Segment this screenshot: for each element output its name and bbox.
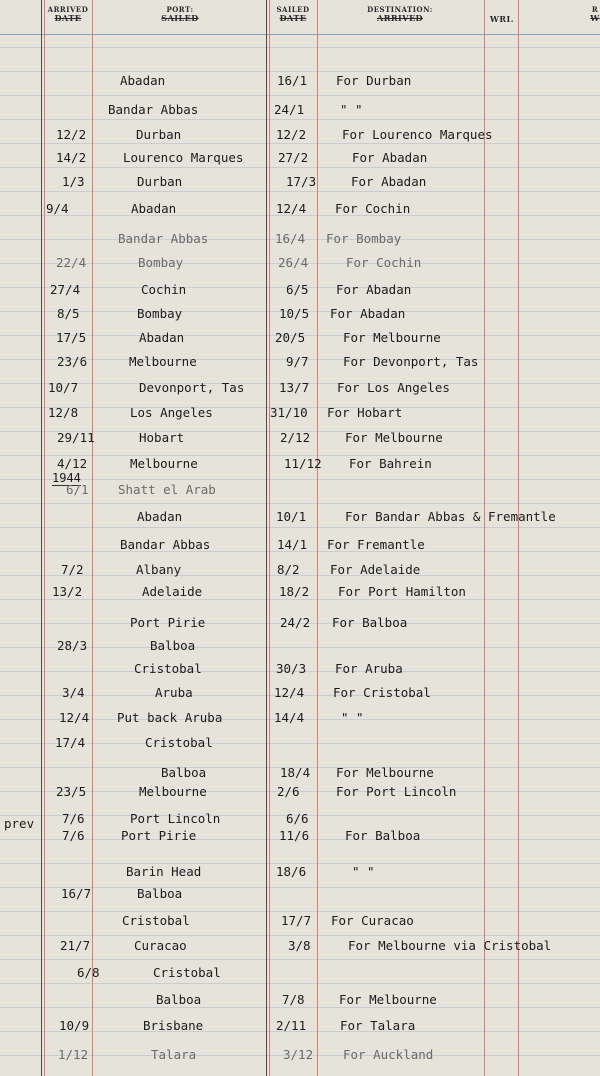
destination: For Cochin (346, 255, 422, 270)
port-name: Adelaide (142, 584, 203, 599)
arrived-date: 22/4 (56, 255, 87, 270)
header-wri: WRI. (489, 14, 515, 24)
port-name: Curacao (134, 938, 187, 953)
arrived-date: 29/11 (57, 430, 95, 445)
sailed-date: 3/8 (288, 938, 311, 953)
port-name: Abadan (131, 201, 177, 216)
port-name: Brisbane (143, 1018, 204, 1033)
arrived-date: 27/4 (50, 282, 81, 297)
port-name: Port Pirie (121, 828, 197, 843)
port-name: Balboa (156, 992, 202, 1007)
destination: For Fremantle (327, 537, 425, 552)
arrived-date: 4/12 (57, 456, 88, 471)
port-name: Cochin (141, 282, 187, 297)
sailed-date: 10/1 (276, 509, 307, 524)
port-name: Melbourne (139, 784, 207, 799)
destination: For Melbourne (336, 765, 434, 780)
destination: For Adelaide (330, 562, 421, 577)
sailed-date: 26/4 (278, 255, 309, 270)
header-destination-top: DESTINATION: (367, 5, 433, 14)
column-rule (518, 0, 519, 1076)
destination: For Port Hamilton (338, 584, 466, 599)
arrived-date: 1/12 (58, 1047, 89, 1062)
sailed-date: 14/1 (277, 537, 308, 552)
port-name: Abadan (139, 330, 185, 345)
arrived-date: 7/6 (62, 811, 85, 826)
sailed-date: 12/2 (276, 127, 307, 142)
sailed-date: 12/4 (274, 685, 305, 700)
header-arrived-bottom: DATE (54, 13, 82, 23)
destination: For Balboa (332, 615, 408, 630)
destination: For Port Lincoln (336, 784, 457, 799)
destination: For Bandar Abbas & Fremantle (345, 509, 556, 524)
port-name: Abadan (120, 73, 166, 88)
arrived-date: 12/4 (59, 710, 90, 725)
header-port-bottom: SAILED (161, 13, 199, 23)
destination: For Abadan (352, 150, 428, 165)
destination: For Talara (340, 1018, 416, 1033)
sailed-date: 14/4 (274, 710, 305, 725)
arrived-date: 10/9 (59, 1018, 90, 1033)
header-sailed-bottom: DATE (279, 13, 307, 23)
port-name: Port Lincoln (130, 811, 221, 826)
port-name: Los Angeles (130, 405, 213, 420)
header-destination-bottom: ARRIVED (377, 13, 423, 23)
destination: For Lourenco Marques (342, 127, 493, 142)
port-name: Bandar Abbas (118, 231, 209, 246)
sailed-date: 11/6 (279, 828, 310, 843)
sailed-date: 3/12 (283, 1047, 314, 1062)
port-name: Lourenco Marques (123, 150, 244, 165)
sailed-date: 13/7 (279, 380, 310, 395)
port-name: Cristobal (153, 965, 221, 980)
sailed-date: 18/4 (280, 765, 311, 780)
arrived-date: 7/6 (62, 828, 85, 843)
sailed-date: 31/10 (270, 405, 308, 420)
port-name: Hobart (139, 430, 185, 445)
column-rule (44, 0, 45, 1076)
port-name: Devonport, Tas (139, 380, 245, 395)
port-name: Aruba (155, 685, 193, 700)
header-edge-top: R (591, 5, 599, 14)
destination: For Melbourne via Cristobal (348, 938, 552, 953)
arrived-date: 17/5 (56, 330, 87, 345)
destination: For Cochin (335, 201, 411, 216)
destination: " " (352, 864, 375, 879)
sailed-date: 16/4 (275, 231, 306, 246)
port-name: Abadan (137, 509, 183, 524)
sailed-date: 7/8 (282, 992, 305, 1007)
destination: For Melbourne (345, 430, 443, 445)
destination: For Cristobal (333, 685, 431, 700)
arrived-date: 6/1 (66, 482, 89, 497)
destination: For Curacao (331, 913, 414, 928)
sailed-date: 6/5 (286, 282, 309, 297)
arrived-date: 12/8 (48, 405, 79, 420)
port-name: Albany (136, 562, 182, 577)
header-port (120, 6, 240, 22)
port-name: Durban (136, 127, 182, 142)
port-name: Cristobal (134, 661, 202, 676)
column-rule (266, 0, 267, 1076)
sailed-date: 17/3 (286, 174, 317, 189)
sailed-date: 6/6 (286, 811, 309, 826)
sailed-date: 27/2 (278, 150, 309, 165)
destination: For Los Angeles (337, 380, 450, 395)
arrived-date: 3/4 (62, 685, 85, 700)
column-rule (92, 0, 93, 1076)
port-name: Bandar Abbas (120, 537, 211, 552)
arrived-date: 14/2 (56, 150, 87, 165)
destination: For Durban (336, 73, 412, 88)
sailed-date: 10/5 (279, 306, 310, 321)
destination: For Hobart (327, 405, 403, 420)
sailed-date: 30/3 (276, 661, 307, 676)
port-name: Melbourne (130, 456, 198, 471)
header-arrived (44, 6, 92, 22)
arrived-date: 23/5 (56, 784, 87, 799)
destination: For Bahrein (349, 456, 432, 471)
arrived-date: 8/5 (57, 306, 80, 321)
header-destination (340, 6, 460, 22)
port-name: Balboa (161, 765, 207, 780)
arrived-date: 23/6 (57, 354, 88, 369)
arrived-date: 17/4 (55, 735, 86, 750)
destination: For Abadan (330, 306, 406, 321)
sailed-date: 9/7 (286, 354, 309, 369)
port-name: Shatt el Arab (118, 482, 216, 497)
header-edge (590, 6, 600, 22)
destination: " " (341, 710, 364, 725)
sailed-date: 8/2 (277, 562, 300, 577)
port-name: Durban (137, 174, 183, 189)
destination: For Abadan (336, 282, 412, 297)
column-rule (41, 0, 42, 1076)
destination: For Aruba (335, 661, 403, 676)
destination: For Balboa (345, 828, 421, 843)
port-name: Put back Aruba (117, 710, 223, 725)
sailed-date: 24/2 (280, 615, 311, 630)
arrived-date: 9/4 (46, 201, 69, 216)
arrived-date: 12/2 (56, 127, 87, 142)
margin-note: prev (4, 816, 35, 831)
port-name: Talara (151, 1047, 197, 1062)
header-edge-bottom: W (590, 13, 600, 23)
sailed-date: 11/12 (284, 456, 322, 471)
arrived-date: 21/7 (60, 938, 91, 953)
destination: For Melbourne (339, 992, 437, 1007)
sailed-date: 20/5 (275, 330, 306, 345)
port-name: Bandar Abbas (108, 102, 199, 117)
destination: For Bombay (326, 231, 402, 246)
sailed-date: 2/11 (276, 1018, 307, 1033)
arrived-date: 7/2 (61, 562, 84, 577)
column-rule (269, 0, 270, 1076)
header-port-top: PORT: (166, 5, 194, 14)
port-name: Balboa (150, 638, 196, 653)
arrived-date: 6/8 (77, 965, 100, 980)
port-name: Cristobal (145, 735, 213, 750)
arrived-date: 10/7 (48, 380, 79, 395)
port-name: Balboa (137, 886, 183, 901)
port-name: Port Pirie (130, 615, 206, 630)
year-mark: 1944 (52, 471, 81, 485)
destination: For Abadan (351, 174, 427, 189)
arrived-date: 16/7 (61, 886, 92, 901)
destination: For Auckland (343, 1047, 434, 1062)
sailed-date: 24/1 (274, 102, 305, 117)
destination: For Melbourne (343, 330, 441, 345)
arrived-date: 1/3 (62, 174, 85, 189)
sailed-date: 17/7 (281, 913, 312, 928)
destination: " " (340, 102, 363, 117)
sailed-date: 2/6 (277, 784, 300, 799)
column-rule (317, 0, 318, 1076)
sailed-date: 18/6 (276, 864, 307, 879)
sailed-date: 16/1 (277, 73, 308, 88)
column-rule (484, 0, 485, 1076)
header-sailed-top: SAILED (276, 5, 310, 14)
header-sailed (269, 6, 317, 22)
port-name: Barin Head (126, 864, 202, 879)
header-arrived-top: ARRIVED (47, 5, 89, 14)
port-name: Bombay (137, 306, 183, 321)
arrived-date: 13/2 (52, 584, 83, 599)
sailed-date: 18/2 (279, 584, 310, 599)
arrived-date: 28/3 (57, 638, 88, 653)
sailed-date: 12/4 (276, 201, 307, 216)
port-name: Cristobal (122, 913, 190, 928)
port-name: Melbourne (129, 354, 197, 369)
port-name: Bombay (138, 255, 184, 270)
destination: For Devonport, Tas (343, 354, 479, 369)
sailed-date: 2/12 (280, 430, 311, 445)
